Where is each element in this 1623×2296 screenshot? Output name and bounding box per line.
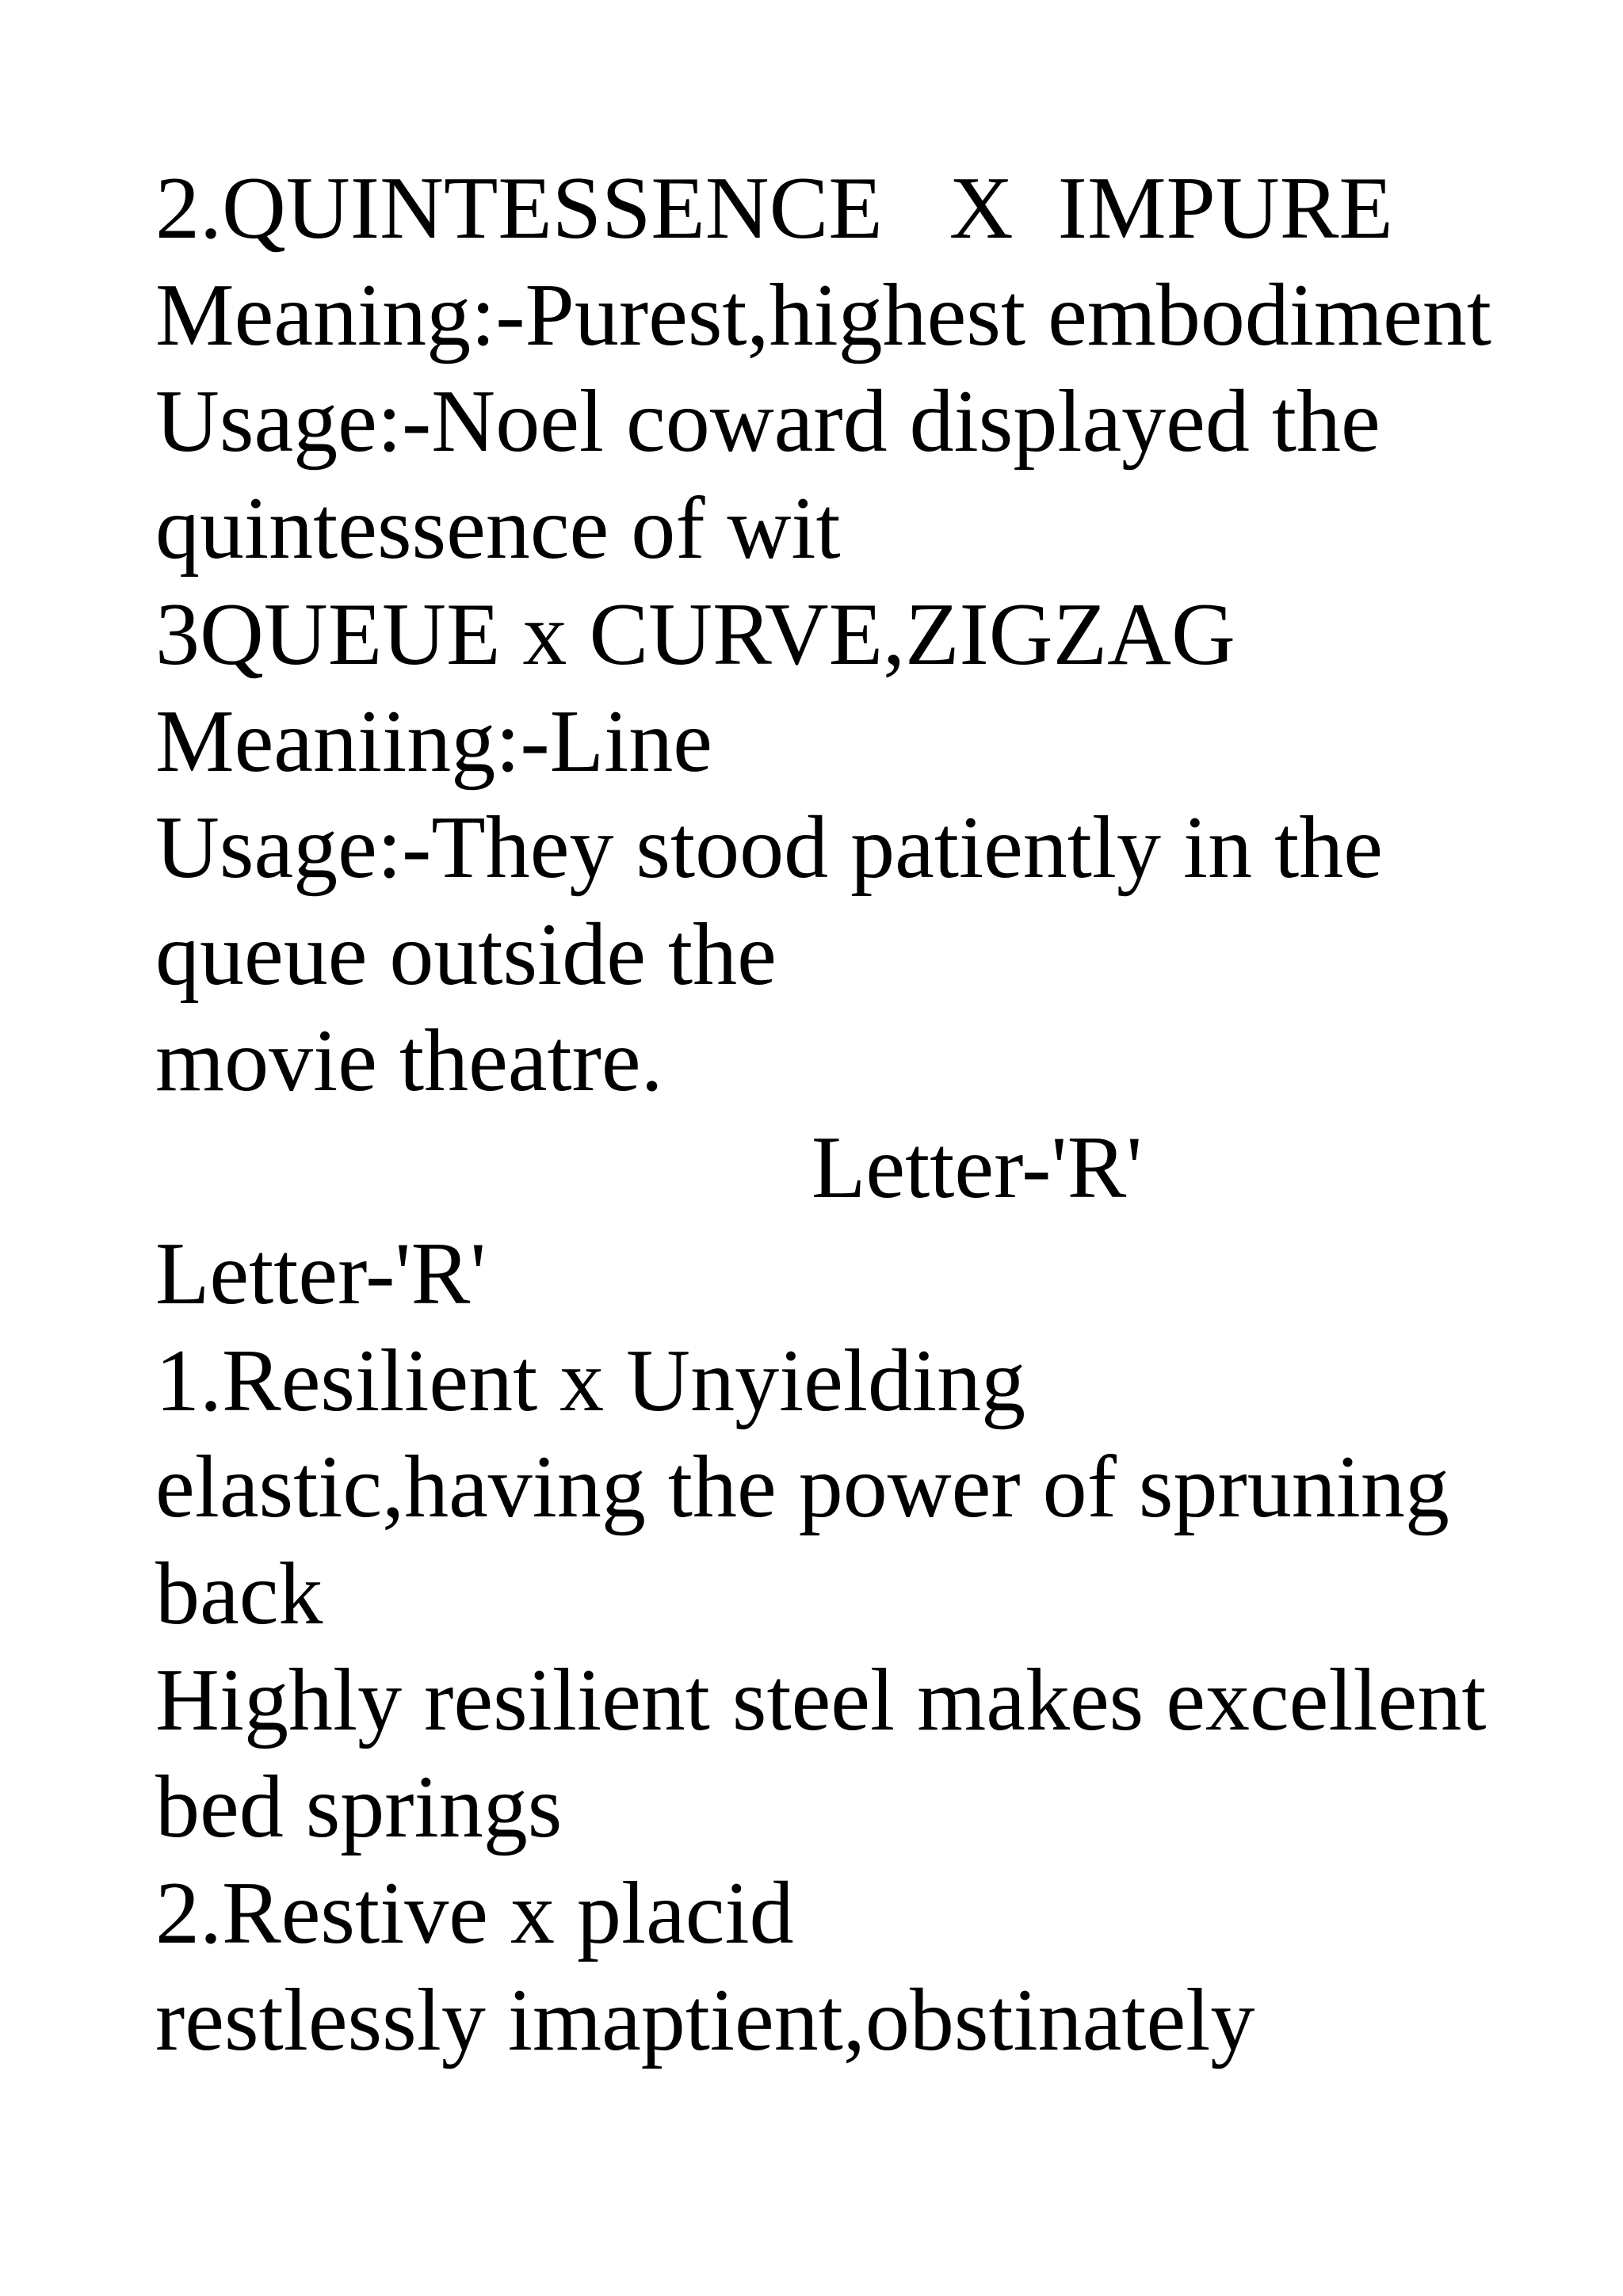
usage-quintessence-cont: quintessence of wit [155,479,841,578]
meaning-resilient: elastic,having the power of spruning [155,1438,1449,1536]
document-body [155,155,1582,2073]
usage-queue-cont-2: movie theatre. [155,1012,663,1110]
entry-heading-resilient: 1.Resilient x Unyielding [155,1331,1026,1430]
usage-resilient: Highly resilient steel makes excellent [155,1651,1487,1749]
meaning-restive: restlessly imaptient,obstinately [155,1970,1255,2069]
section-heading-centered: Letter-'R' [812,1118,1143,1217]
entry-heading-queue: 3QUEUE x CURVE,ZIGZAG [155,585,1235,684]
meaning-resilient-cont: back [155,1544,323,1643]
entry-heading-quintessence: 2.QUINTESSENCE X IMPURE [155,159,1393,257]
section-heading: Letter-'R' [155,1225,487,1323]
meaning-queue: Meaniing:-Line [155,692,712,791]
usage-queue: Usage:-They stood patiently in the [155,799,1383,897]
entry-heading-restive: 2.Restive x placid [155,1864,794,1962]
usage-quintessence: Usage:-Noel coward displayed the [155,372,1381,471]
usage-queue-cont-1: queue outside the [155,905,777,1004]
usage-resilient-cont: bed springs [155,1757,563,1856]
meaning-quintessence: Meaning:-Purest,highest embodiment [155,265,1491,364]
